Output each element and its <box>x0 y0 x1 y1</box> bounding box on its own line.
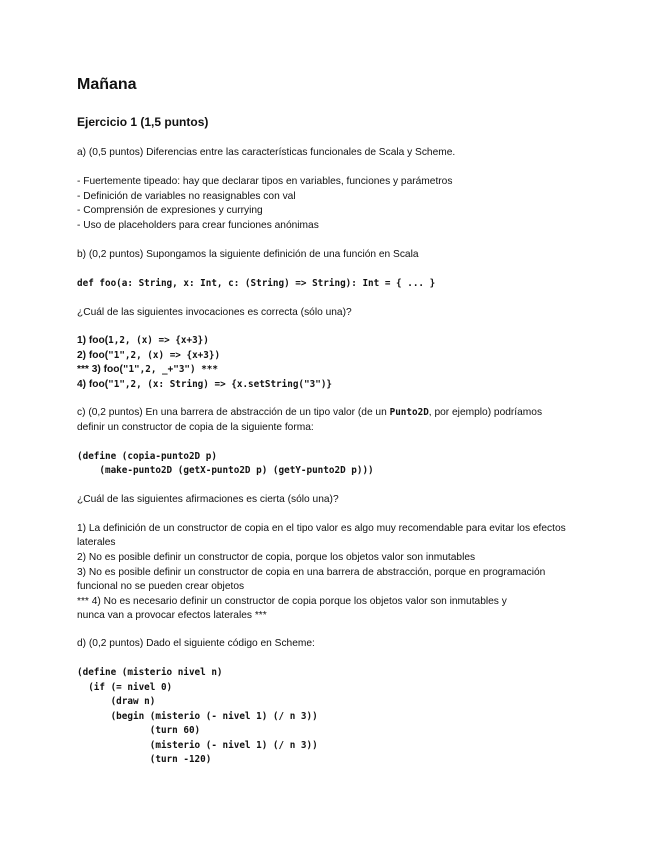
bullet-item: - Fuertemente tipeado: hay que declarar tipos en variables, funciones y parámetros <box>77 176 453 187</box>
scala-code: def foo(a: String, x: Int, c: (String) => String): Int = { ... } <box>77 278 436 289</box>
answer-line: laterales <box>77 537 116 548</box>
answer-line: 3) No es posible definir un constructor de copia en una barrera de abstracción, porque en programación <box>77 567 546 578</box>
question-b-prompt: ¿Cuál de las siguientes invocaciones es correcta (sólo una)? <box>77 307 352 318</box>
answer-line-correct: nunca van a provocar efectos laterales *** <box>77 610 267 621</box>
answer-line: 2) No es posible definir un constructor de copia, porque los objetos valor son inmutables <box>77 552 476 563</box>
option-2: 2) foo("1",2, (x) => {x+3}) <box>77 350 221 361</box>
option-4: 4) foo("1",2, (x: String) => {x.setString("3")} <box>77 379 333 390</box>
scheme-code-line: (turn -120) <box>77 754 212 765</box>
bullet-item: - Definición de variables no reasignables con val <box>77 191 296 202</box>
scheme-code-line: (make-punto2D (getX-punto2D p) (getY-punto2D p))) <box>77 465 374 476</box>
question-c-text: c) (0,2 puntos) En una barrera de abstracción de un tipo valor (de un Punto2D, por ejemplo) podríamos <box>77 407 543 418</box>
option-3-correct: *** 3) foo("1",2, _+"3") *** <box>77 364 218 375</box>
bullet-item: - Uso de placeholders para crear funciones anónimas <box>77 220 319 231</box>
exercise-title: Ejercicio 1 (1,5 puntos) <box>77 115 209 129</box>
scheme-code-line: (draw n) <box>77 696 156 707</box>
question-c-text-line2: definir un constructor de copia de la siguiente forma: <box>77 422 314 433</box>
question-c-prompt: ¿Cuál de las siguientes afirmaciones es cierta (sólo una)? <box>77 494 339 505</box>
question-b-text: b) (0,2 puntos) Supongamos la siguiente definición de una función en Scala <box>77 249 419 260</box>
scheme-code-line: (turn 60) <box>77 725 201 736</box>
scheme-code-line: (if (= nivel 0) <box>77 682 173 693</box>
scheme-code-line: (define (copia-punto2D p) <box>77 451 217 462</box>
answer-line: funcional no se pueden crear objetos <box>77 581 245 592</box>
question-a-text: a) (0,5 puntos) Diferencias entre las características funcionales de Scala y Scheme. <box>77 147 456 158</box>
answer-line-correct: *** 4) No es necesario definir un constructor de copia porque los objetos valor son inmutables y <box>77 596 507 607</box>
option-1: 1) foo(1,2, (x) => {x+3}) <box>77 335 209 346</box>
page-heading: Mañana <box>77 76 137 93</box>
scheme-code-line: (define (misterio nivel n) <box>77 667 223 678</box>
scheme-code-line: (begin (misterio (- nivel 1) (/ n 3)) <box>77 711 318 722</box>
answer-line: 1) La definición de un constructor de copia en el tipo valor es algo muy recomendable para evitar los efectos <box>77 523 566 534</box>
question-d-text: d) (0,2 puntos) Dado el siguiente código en Scheme: <box>77 638 315 649</box>
bullet-item: - Comprensión de expresiones y currying <box>77 205 263 216</box>
scheme-code-line: (misterio (- nivel 1) (/ n 3)) <box>77 740 318 751</box>
